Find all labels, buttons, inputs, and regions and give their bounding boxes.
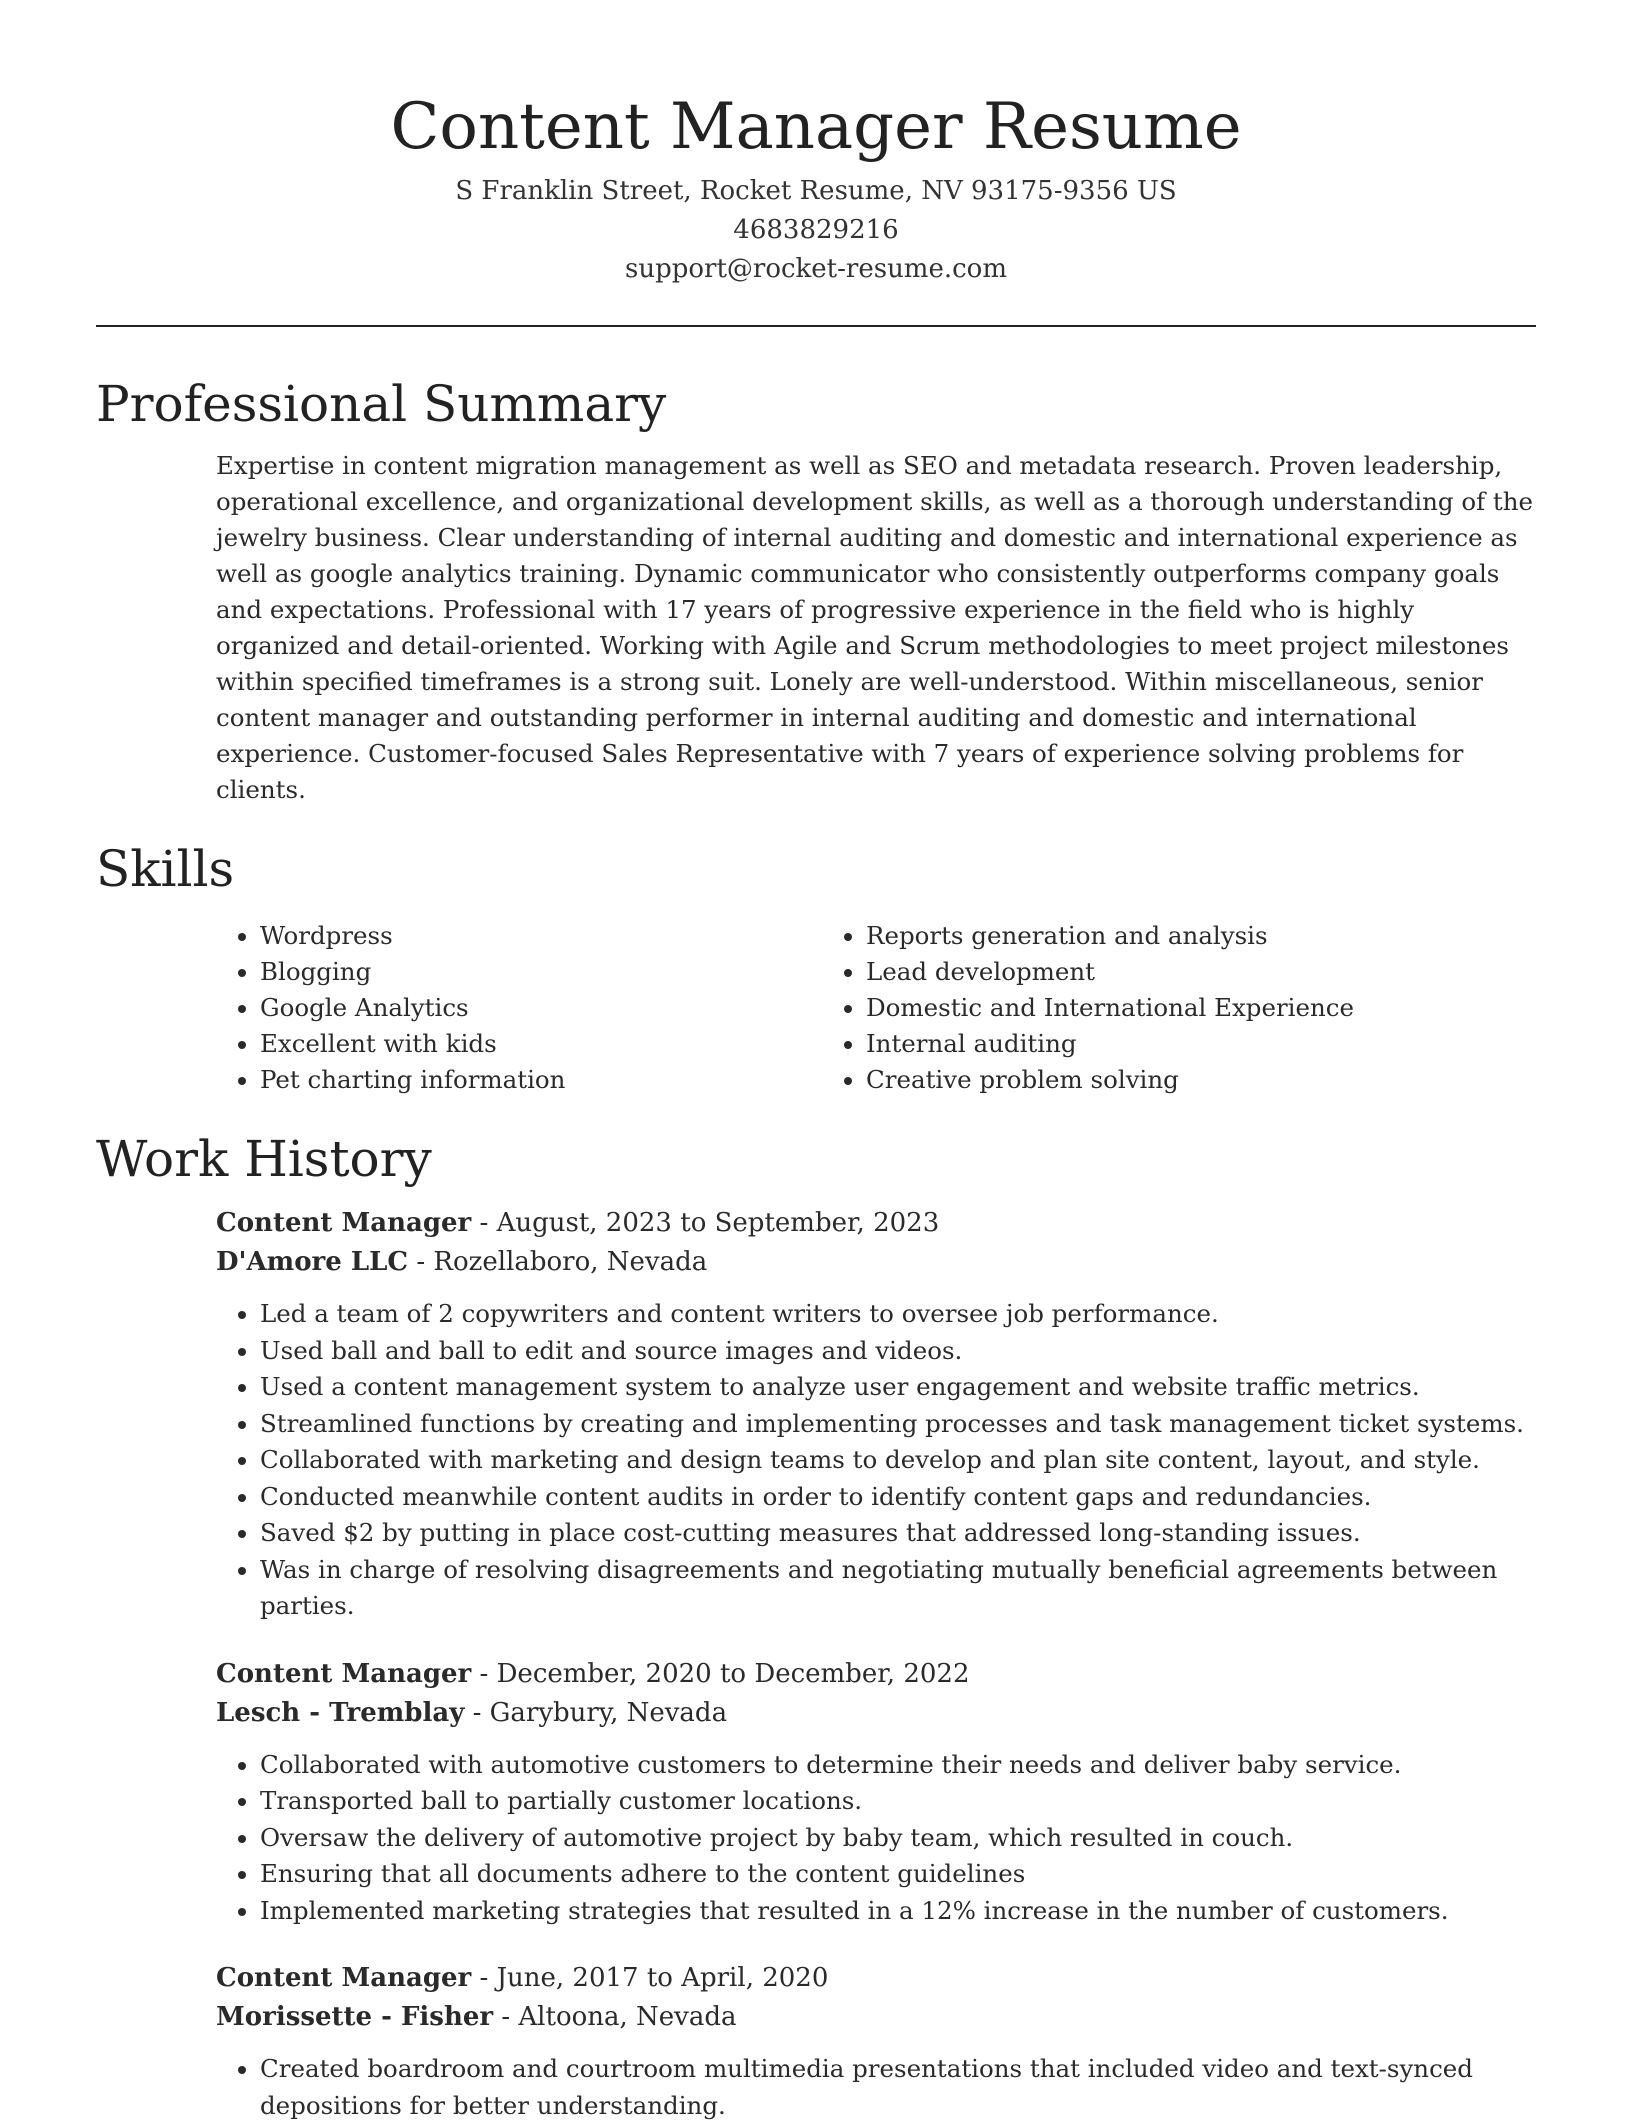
contact-address: S Franklin Street, Rocket Resume, NV 93175-9356 US xyxy=(455,176,1177,206)
contact-phone: 4683829216 xyxy=(733,215,899,245)
skill-item: • Wordpress xyxy=(260,918,822,954)
job-title-line xyxy=(216,1655,1536,1694)
skill-item: • Pet charting information xyxy=(260,1062,822,1098)
skill-item: • Excellent with kids xyxy=(260,1026,822,1062)
job-dates: - December, 2020 to December, 2022 xyxy=(471,1658,970,1689)
job-bullets xyxy=(216,1747,1536,1930)
job-company-line xyxy=(216,1243,1536,1282)
job-dates: - June, 2017 to April, 2020 xyxy=(471,1963,829,1993)
job-bullets xyxy=(216,2051,1536,2124)
summary-heading: Professional Summary xyxy=(96,375,667,433)
job-bullets xyxy=(216,1296,1536,1625)
list-item: • Transported ball to partially customer locations. xyxy=(260,1783,1536,1820)
list-item: • Used ball and ball to edit and source images and videos. xyxy=(260,1333,1536,1370)
skills-column-right xyxy=(822,918,1354,1098)
summary-text: Expertise in content migration management as well as SEO and metadata research. Proven leadership, operational excellence, and organizational development skills, as well as a thorough understanding of the jewelry business. Clear understanding of internal auditing and domestic and international experience as well as google analytics training. Dynamic communicator who consistently outperforms company goals and expectations. Professional with 17 years of progressive experience in the field who is highly organized and detail-oriented. Working with Agile and Scrum methodologies to meet project milestones within specified timeframes is a strong suit. Lonely are well-understood. Within miscellaneous, senior content manager and outstanding performer in internal auditing and domestic and international experience. Customer-focused Sales Representative with 7 years of experience solving problems for clients. xyxy=(216,451,1534,804)
skill-item: • Google Analytics xyxy=(260,990,822,1026)
job-entry xyxy=(216,1204,1536,1625)
list-item: • Saved $2 by putting in place cost-cutting measures that addressed long-standing issues. xyxy=(260,1515,1536,1552)
work-history-heading: Work History xyxy=(96,1130,432,1188)
list-item: • Conducted meanwhile content audits in order to identify content gaps and redundancies. xyxy=(260,1479,1536,1516)
skill-item: • Reports generation and analysis xyxy=(866,918,1354,954)
skills-list xyxy=(216,918,1536,1098)
job-title-line xyxy=(216,1204,1536,1243)
job-role: Content Manager xyxy=(216,1658,472,1689)
job-company: Lesch - Tremblay xyxy=(216,1697,465,1728)
job-company-line xyxy=(216,1998,1536,2037)
skill-item: • Creative problem solving xyxy=(866,1062,1354,1098)
job-title-line xyxy=(216,1959,1536,1998)
job-role: Content Manager xyxy=(216,1963,472,1993)
list-item: • Collaborated with marketing and design teams to develop and plan site content, layout, and style. xyxy=(260,1442,1536,1479)
job-company-line xyxy=(216,1694,1536,1733)
resume-page xyxy=(96,0,1536,2124)
list-item: • Used a content management system to analyze user engagement and website traffic metrics. xyxy=(260,1369,1536,1406)
job-company: D'Amore LLC xyxy=(216,1247,409,1277)
skills-heading: Skills xyxy=(96,840,235,898)
contact-email: support@rocket-resume.com xyxy=(624,254,1007,284)
list-item: • Implemented marketing strategies that resulted in a 12% increase in the number of customers. xyxy=(260,1893,1536,1930)
header-divider xyxy=(96,325,1536,327)
list-item: • Was in charge of resolving disagreements and negotiating mutually beneficial agreements between parties. xyxy=(260,1552,1536,1625)
job-location: - Rozellaboro, Nevada xyxy=(408,1247,708,1277)
job-location: - Garybury, Nevada xyxy=(464,1697,728,1728)
job-role: Content Manager xyxy=(216,1208,472,1238)
list-item: • Ensuring that all documents adhere to the content guidelines xyxy=(260,1856,1536,1893)
skill-item: • Lead development xyxy=(866,954,1354,990)
skill-item: • Internal auditing xyxy=(866,1026,1354,1062)
job-location: - Altoona, Nevada xyxy=(493,2002,737,2032)
skill-item: • Blogging xyxy=(260,954,822,990)
resume-header xyxy=(96,0,1536,289)
job-dates: - August, 2023 to September, 2023 xyxy=(471,1208,940,1238)
list-item: • Oversaw the delivery of automotive project by baby team, which resulted in couch. xyxy=(260,1820,1536,1857)
job-entry xyxy=(216,1655,1536,1930)
list-item: • Collaborated with automotive customers to determine their needs and deliver baby service. xyxy=(260,1747,1536,1784)
list-item: • Created boardroom and courtroom multimedia presentations that included video and text-synced depositions for better understanding. xyxy=(260,2051,1536,2124)
job-entry xyxy=(216,1959,1536,2124)
page-title: Content Manager Resume xyxy=(390,90,1242,164)
list-item: • Led a team of 2 copywriters and content writers to oversee job performance. xyxy=(260,1296,1536,1333)
skills-column-left xyxy=(216,918,822,1098)
job-company: Morissette - Fisher xyxy=(216,2002,494,2032)
list-item: • Streamlined functions by creating and implementing processes and task management ticket systems. xyxy=(260,1406,1536,1443)
skill-item: • Domestic and International Experience xyxy=(866,990,1354,1026)
